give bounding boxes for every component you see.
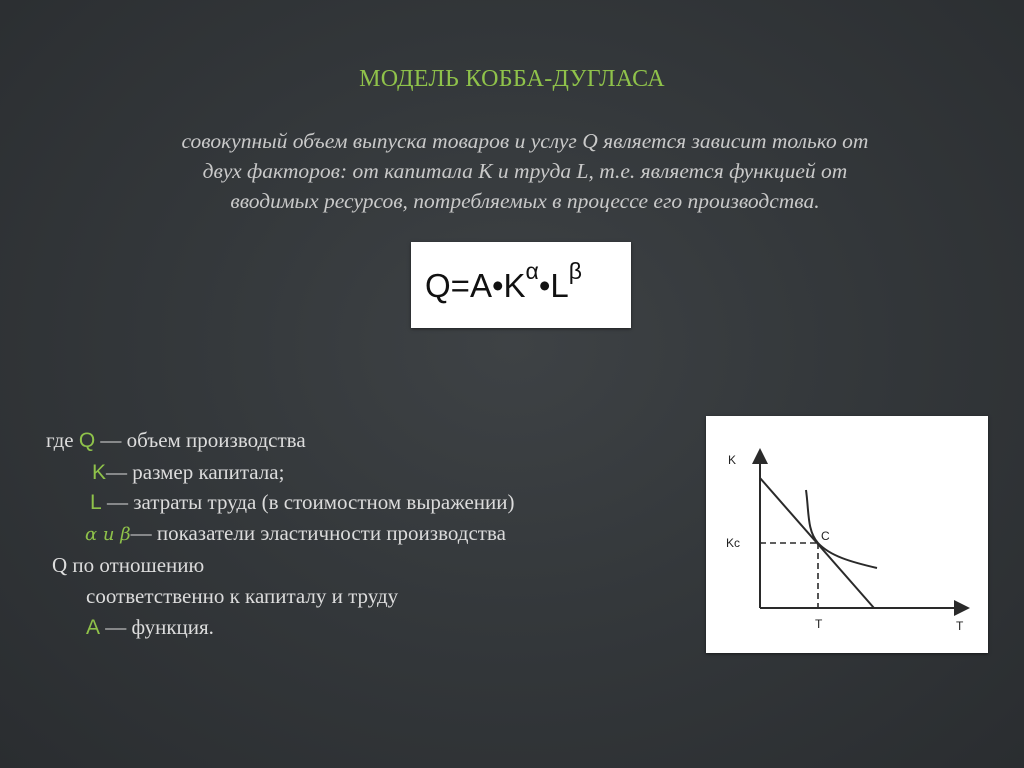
slide-title: МОДЕЛЬ КОББА-ДУГЛАСА — [359, 66, 665, 92]
formula-box — [411, 242, 631, 328]
definition-relation-continued: соответственно к капиталу и труду — [86, 584, 399, 608]
formula-graphic — [411, 242, 631, 328]
definition-l-symbol: L — [90, 491, 102, 514]
t-tick-label: T — [815, 617, 823, 631]
definition-l — [90, 490, 515, 515]
definition-alpha-beta — [85, 521, 506, 546]
definition-q-text: — объем производства — [95, 428, 306, 452]
isoquant-graph-svg — [706, 416, 988, 653]
formula-mid: •L — [538, 267, 569, 304]
formula-base: Q=A•K — [425, 267, 526, 304]
definition-k-text: — размер капитала; — [106, 460, 285, 484]
isoquant-curve — [806, 490, 877, 568]
definition-q-relation: Q по отношению — [52, 553, 205, 577]
definition-a-text: — функция. — [100, 615, 214, 639]
definition-l-text: — затраты труда (в стоимостном выражении) — [101, 490, 515, 514]
definition-q-prefix: где — [46, 428, 79, 452]
definition-a — [86, 615, 214, 640]
intro-line-2: двух факторов: от капитала K и труда L, т.е. является функцией от — [202, 159, 848, 183]
formula-alpha: α — [525, 258, 539, 284]
formula-beta: β — [568, 258, 582, 284]
intro-paragraph — [60, 126, 990, 216]
definition-alpha-beta-text: — показатели эластичности производства — [130, 521, 506, 545]
tangent-point-label: C — [821, 529, 830, 543]
x-axis-label: T — [956, 619, 964, 633]
definition-k-symbol: K — [92, 461, 107, 484]
definition-k — [92, 460, 284, 485]
y-axis-label: K — [728, 453, 737, 467]
definition-a-symbol: A — [86, 616, 101, 639]
definition-q — [46, 428, 306, 453]
svg-text:Q=A•Kα•Lβ — [425, 258, 582, 304]
intro-line-1: совокупный объем выпуска товаров и услуг Q является зависит только от — [181, 129, 869, 153]
intro-line-3: вводимых ресурсов, потребляемых в процессе его производства. — [230, 189, 820, 213]
isoquant-graph — [706, 416, 988, 653]
definition-alpha-beta-symbol: α и β — [85, 524, 131, 545]
kc-tick-label: Kc — [726, 536, 741, 550]
definition-q-symbol: Q — [78, 429, 96, 452]
